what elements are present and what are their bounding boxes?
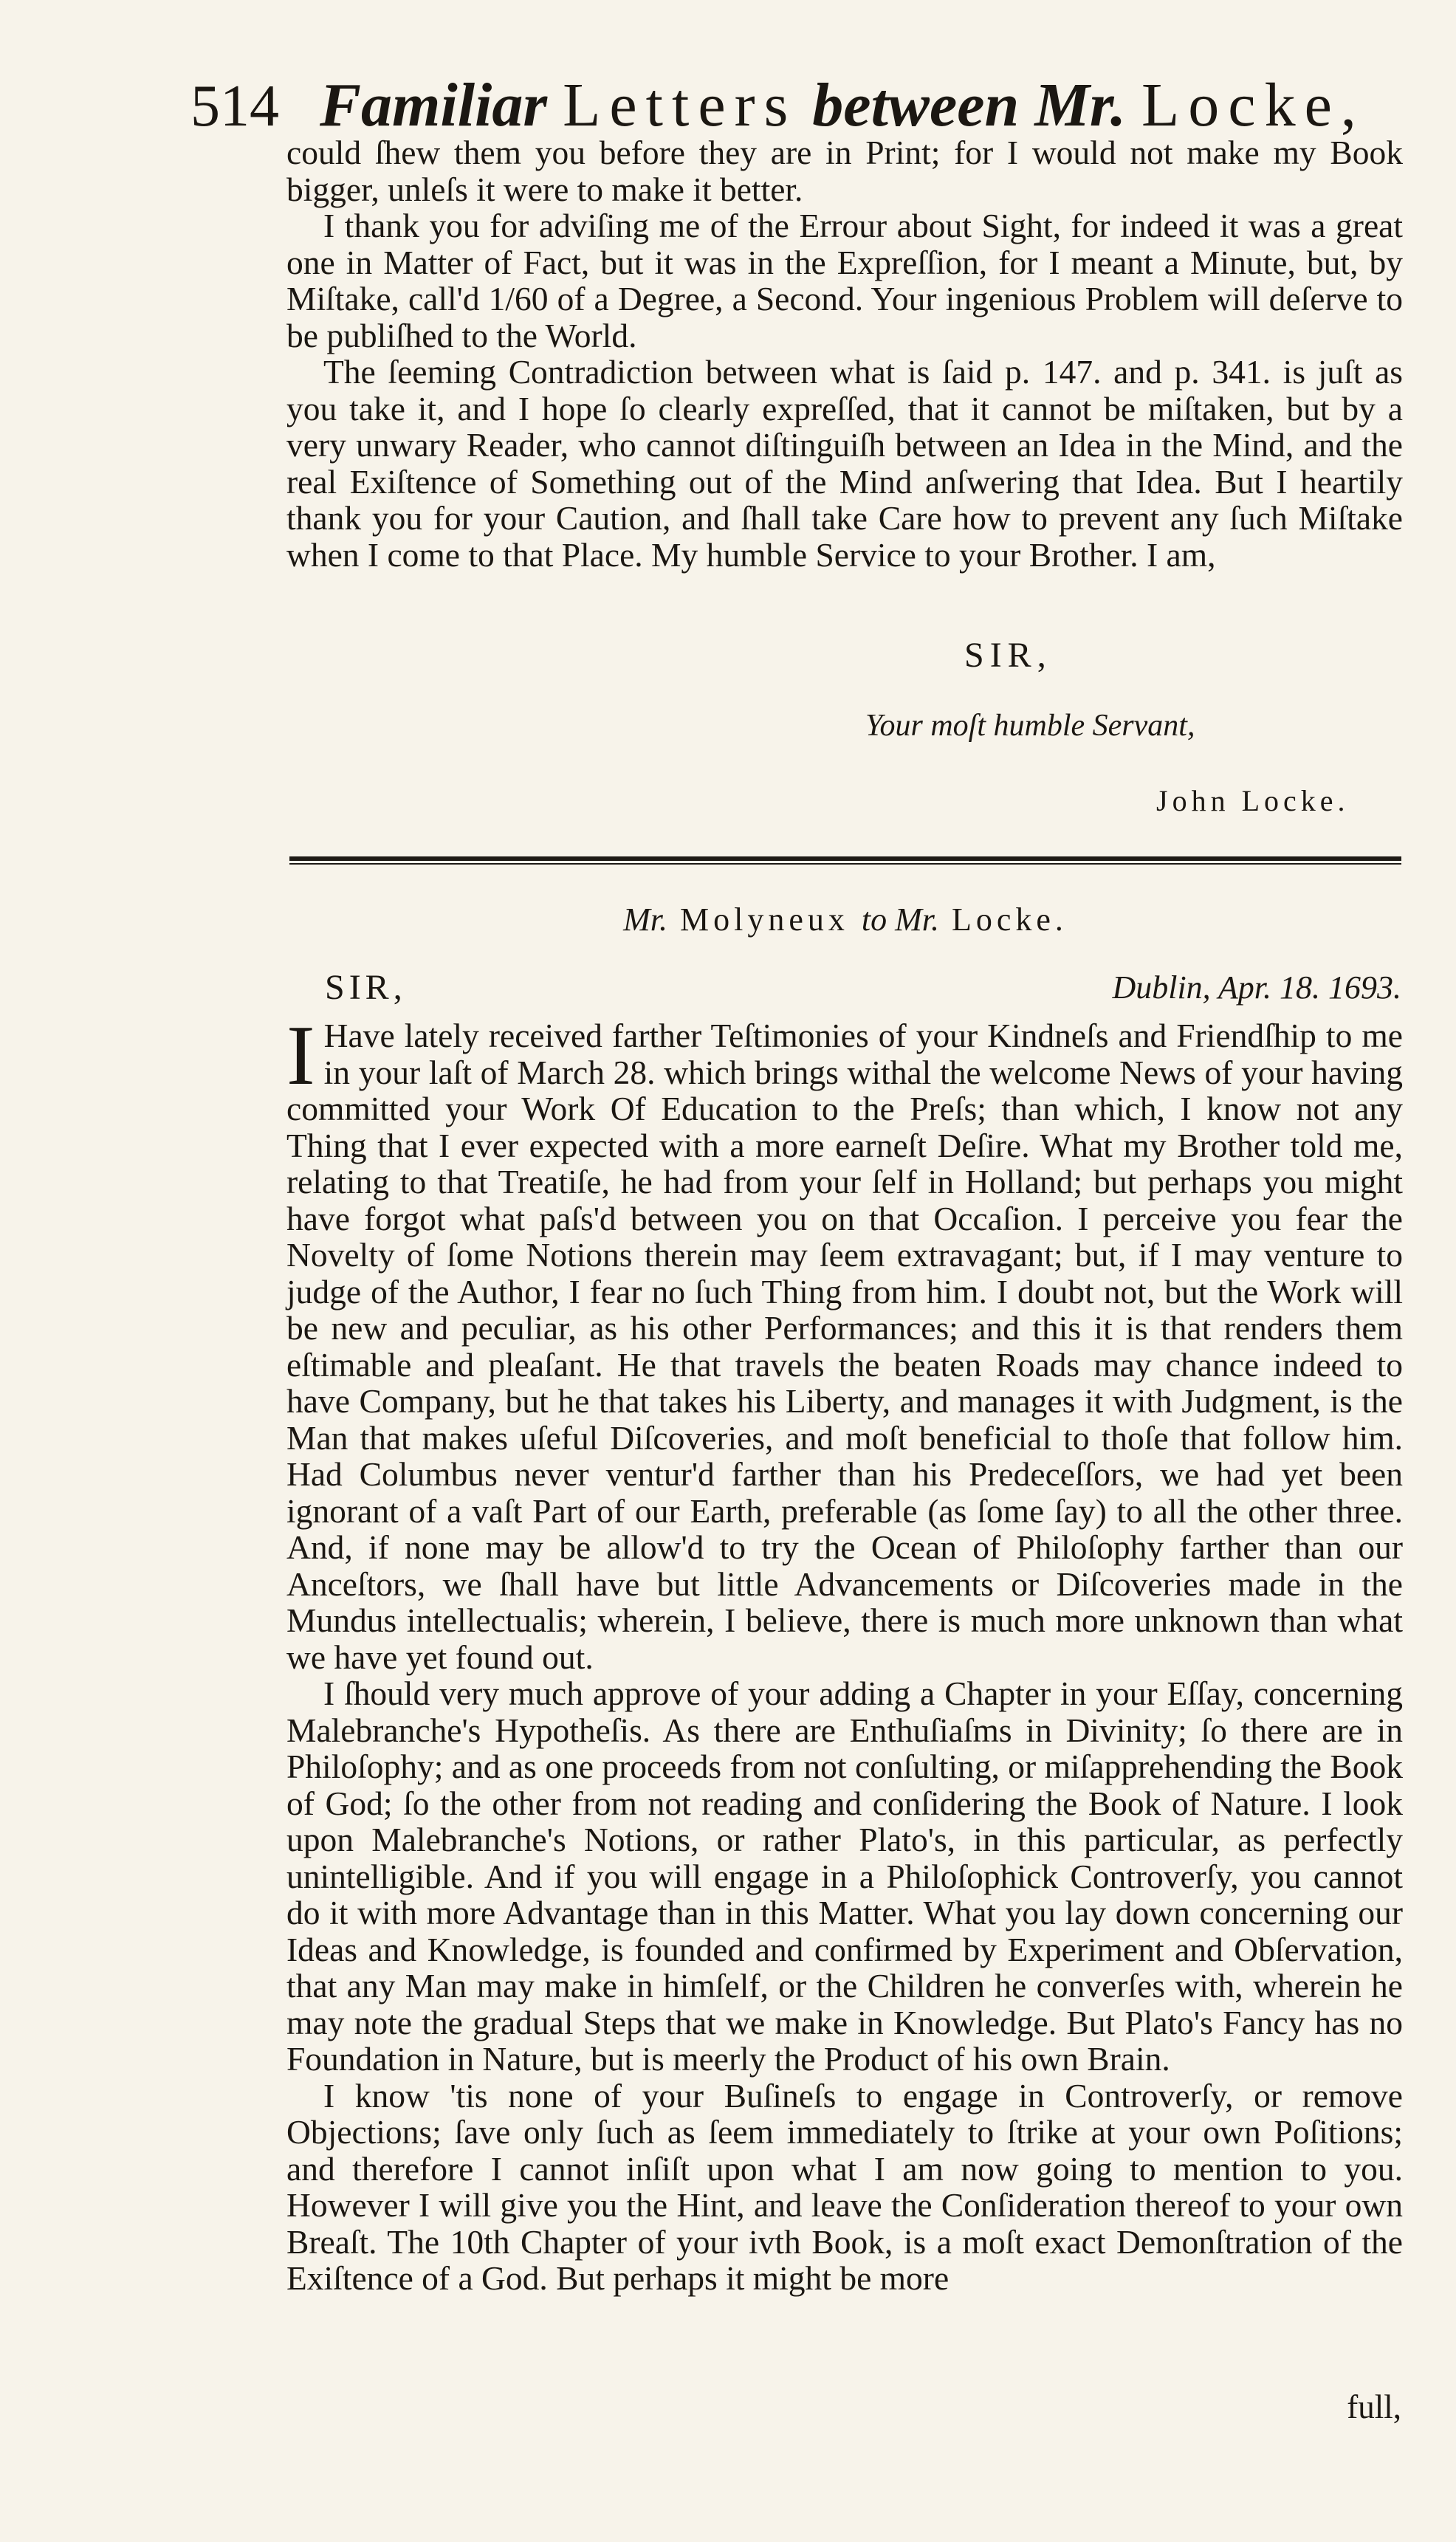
closing-salutation: SIR, <box>964 636 1052 675</box>
letter-molyneux-body <box>286 1009 1403 2297</box>
signature: John Locke. <box>1156 784 1350 817</box>
divider-thin-line <box>289 863 1401 865</box>
page-number: 514 <box>190 74 279 139</box>
paragraph: I know 'tis none of your Buſineſs to engage in Controverſy, or remove Objections; ſave only ſuch as ſeem immediately to ſtrike at your own Poſitions; and therefore I cannot inſiſt upon what I am now going to mention to you. However I will give you the Hint, and leave the Conſideration thereof to your own Breaſt. The 10th Chapter of your ivth Book, is a moſt exact Demonſtration of the Exiſtence of a God. But perhaps it might be more <box>286 2076 1403 2297</box>
drop-cap: I <box>286 1009 315 1103</box>
divider-thick-line <box>289 856 1401 861</box>
letter-salutation: SIR, <box>325 968 407 1007</box>
paragraph: I ſhould very much approve of your adding a Chapter in your Eſſay, concerning Malebranche's Hypotheſis. As there are Enthuſiaſms in Divinity; ſo there are in Philoſophy; and as one proceeds from not conſulting, or miſapprehending the Book of God; ſo the other from not reading and conſidering the Book of Nature. I look upon Malebranche's Notions, or rather Plato's, in this particular, as perfectly unintelligible. And if you will engage in a Philoſophick Controverſy, you cannot do it with more Advantage than in this Matter. What you lay down concerning our Ideas and Knowledge, is founded and confirmed by Experiment and Obſervation, that any Man may make in himſelf, or the Children he converſes with, wherein he may note the gradual Steps that we make in Knowledge. But Plato's Fancy has no Foundation in Nature, but is meerly the Product of his own Brain. <box>286 1674 1403 2078</box>
header-title-italic: Familiar <box>320 71 548 140</box>
catchword: full, <box>1347 2388 1401 2425</box>
paragraph-text: Have lately received farther Teſtimonies of your Kindneſs and Friendſhip to me in your laſt of March 28. which brings withal the welcome News of your having committed your Work Of Education to the Preſs; than which, I know not any Thing that I ever expected with a more earneſt Deſire. What my Brother told me, relating to that Treatiſe, he had from your ſelf in Holland; but perhaps you might have forgot what paſs'd between you on that Occaſion. I perceive you fear the Novelty of ſome Notions therein may ſeem extravagant; but, if I may venture to judge of the Author, I fear no ſuch Thing from him. I doubt not, but the Work will be new and peculiar, as his other Performances; and this it is that renders them eſtimable and pleaſant. He that travels the beaten Roads may chance indeed to have Company, but he that takes his Liberty, and manages it with Judgment, is the Man that makes uſeful Diſcoveries, and moſt beneficial to thoſe that follow him. Had Columbus never ventur'd farther than his Predeceſſors, we had yet been ignorant of a vaſt Part of our Earth, preferable (as ſome ſay) to all the other three. And, if none may be allow'd to try the Ocean of Philoſophy farther than our Anceſtors, we ſhall have but little Advancements or Diſcoveries made in the Mundus intellectualis; wherein, I believe, there is much more unknown than what we have yet found out. <box>286 1017 1403 1676</box>
heading-from: Mr. <box>623 901 667 938</box>
header-title-caps-2: Locke, <box>1141 71 1365 140</box>
closing-phrase: Your moſt humble Servant, <box>865 709 1195 743</box>
section-divider <box>289 856 1401 865</box>
letter-dateline: Dublin, Apr. 18. 1693. <box>1112 969 1401 1006</box>
letter-heading <box>289 899 1401 941</box>
paragraph: The ſeeming Contradiction between what is ſaid p. 147. and p. 341. is juſt as you take it, and I hope ſo clearly expreſſed, that it cannot be miſtaken, but by a very unwary Reader, who cannot diſtinguiſh between an Idea in the Mind, and the real Exiſtence of Something out of the Mind anſwering that Idea. But I heartily thank you for your Caution, and ſhall take Care how to prevent any ſuch Miſtake when I come to that Place. My humble Service to your Brother. I am, <box>286 353 1403 574</box>
heading-to: to Mr. <box>861 901 939 938</box>
paragraph: could ſhew them you before they are in Print; for I would not make my Book bigger, unleſs it were to make it better. <box>286 134 1403 208</box>
paragraph: I thank you for adviſing me of the Errour about Sight, for indeed it was a great one in Matter of Fact, but it was in the Expreſſion, for I meant a Minute, but, by Miſtake, call'd 1/60 of a Degree, a Second. Your ingenious Problem will deſerve to be publiſhed to the World. <box>286 207 1403 354</box>
header-title-caps: Letters <box>563 71 797 140</box>
heading-from-name: Molyneux <box>679 901 849 938</box>
paragraph <box>286 1009 1403 1676</box>
heading-to-name: Locke. <box>951 901 1068 938</box>
header-title-italic-2: between Mr. <box>812 71 1126 140</box>
letter-locke-body <box>286 134 1403 573</box>
